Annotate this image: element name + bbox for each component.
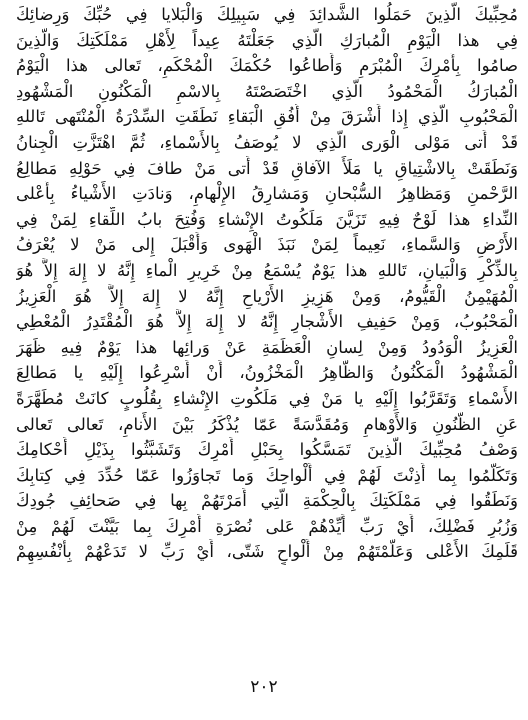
text-line: وَزُبُرِ فَضْلِكَ، أَيْ رَبِّ أَيِّدْهُمْ عَلى نُصْرَةِ أَمْرِكَ بِما بَيَّنْتَ لَهُمْ مِنْ [16, 516, 518, 536]
text-line: الأَرْضِ وَالسَّماءِ، نَعِيماً لِمَنْ نَبَذَ الْهَوى وَأَقْبَلَ إِلى مَنْ لا يُعْرَفُ [16, 235, 518, 255]
text-line: الْمَحْبُوبِ الَّذِي إِذا أَشْرَقَ مِنْ أُفُقِ الْبَقاءِ نَطَقَتِ السِّدْرَةُ الْمُنْتَهى تَاللهِ [16, 107, 518, 127]
text-line: عَنِ الظُّنُونِ وَالأَوْهامِ وَمُقَدَّسَةً عَمّا يُذْكَرُ بَيْنَ الأَنامِ، تَعالى تَعالى [16, 414, 518, 434]
text-line: قَدْ أَتى مَوْلى الْوَرى الَّذِي لا يُوصَفُ بِالأَسْماءِ، ثُمَّ اهْتَزَّتِ الْجِنانُ [16, 132, 518, 152]
text-line: الرَّحْمنِ وَمَظاهِرُ السُّبْحانِ وَمَشارِقُ الإِلْهامِ، وَنادَتِ الأَشْياءُ بِأَعْلى [16, 184, 518, 204]
text-line: الْمُبارَكُ الْمَحْمُودُ الَّذِي اخْتَصَصْتَهُ بِالاسْمِ الْمَكْنُونِ الْمَشْهُودِ [16, 81, 518, 101]
arabic-text-block [16, 2, 518, 565]
text-line: قَلَمِكَ الأَعْلى وَعَلَّمْتَهُمْ مِنْ أَلْواحٍ شَتّى، أَيْ رَبِّ لا تَدَعْهُمْ بِأَنْفُسِهِمْ [16, 542, 518, 562]
text-line: الْمَشْهُودُ الْمَكْنُونُ وَالظّاهِرُ الْمَخْزُونُ، أَنْ أَسْرِعُوا إِلَيْهِ يا مَطالِعَ [16, 363, 518, 383]
text-line: مُحِبِّيكَ الَّذِينَ حَمَلُوا الشَّدائِدَ فِي سَبِيلِكَ وَالْبَلايا فِي حُبِّكَ وَرِضائِكَ [16, 5, 518, 24]
text-line: صامُوا بِأَمْرِكَ الْمُبْرَمِ وَأَطاعُوا حُكْمَكَ الْمُحْكَمِ، تَعالى هذا الْيَوْمُ [16, 56, 518, 76]
text-line: وَتَكَلَّمُوا بِما أَذِنْتَ لَهُمْ فِي أَلْواحِكَ وَما تَجاوَزُوا عَمّا حُدِّدَ فِي كِتابِكَ [16, 465, 518, 485]
text-line: الْمَحْبُوبُ، وَمِنْ حَفِيفِ الأَشْجارِ إِنَّهُ لا إِلهَ إِلاَّ هُوَ الْمُقْتَدِرُ الْمُعْطِي [16, 312, 518, 332]
text-line: بِالذِّكْرِ وَالْبَيانِ، تَاللهِ هذا يَوْمٌ يُسْمَعُ مِنْ خَرِيرِ الْماءِ إِنَّهُ لا إِلهَ إِلاَّ هُوَ [16, 260, 518, 280]
text-line: وَنَطَقُوا فِي مَمْلَكَتِكَ بِالْحِكْمَةِ الَّتِي أَمَرْتَهُمْ بِها فِي صَحائِفِ جُودِكَ [16, 491, 518, 511]
text-line: الْمُهَيْمِنُ الْقَيُّومُ، وَمِنْ هَزِيزِ الأَرْياحِ إِنَّهُ لا إِلهَ إِلاَّ هُوَ الْعَزِيزُ [16, 286, 518, 306]
page-number: ٢٠٢ [250, 677, 278, 697]
text-line: وَصْفُ مُحِبِّيكَ الَّذِينَ تَمَسَّكُوا بِحَبْلِ أَمْرِكَ وَتَشَبَّثُوا بِذَيْلِ أَحْكامِكَ [16, 440, 518, 460]
text-line: الْعَزِيزُ الْوَدُودُ وَمِنْ لِسانِ الْعَظَمَةِ عَنْ وَرائِها هذا يَوْمٌ فِيهِ ظَهَرَ [16, 337, 518, 357]
text-line: الأَسْماءِ وَتَقَرَّبُوا إِلَيْهِ يا مَنْ فِي مَلَكُوتِ الإِنْشاءِ بِقُلُوبٍ كانَتْ مُطَهَّرَةً [16, 388, 518, 408]
text-line: وَنَطَقَتْ بِالاشْتِياقِ يا مَلَأَ الآفاقِ قَدْ أَتى مَنْ طافَ فِي حَوْلِهِ مَطالِعُ [16, 158, 518, 178]
text-line: النِّداءِ هذا لَوْحٌ فِيهِ تَزَيَّنَ مَلَكُوتُ الإِنْشاءِ وَفُتِحَ بابُ اللِّقاءِ لِمَنْ فِي [16, 209, 518, 229]
text-line: فِي هذا الْيَوْمِ الْمُبارَكِ الَّذِي جَعَلْتَهُ عِيداً لِأَهْلِ مَمْلَكَتِكَ وَالَّذِينَ [16, 30, 518, 50]
